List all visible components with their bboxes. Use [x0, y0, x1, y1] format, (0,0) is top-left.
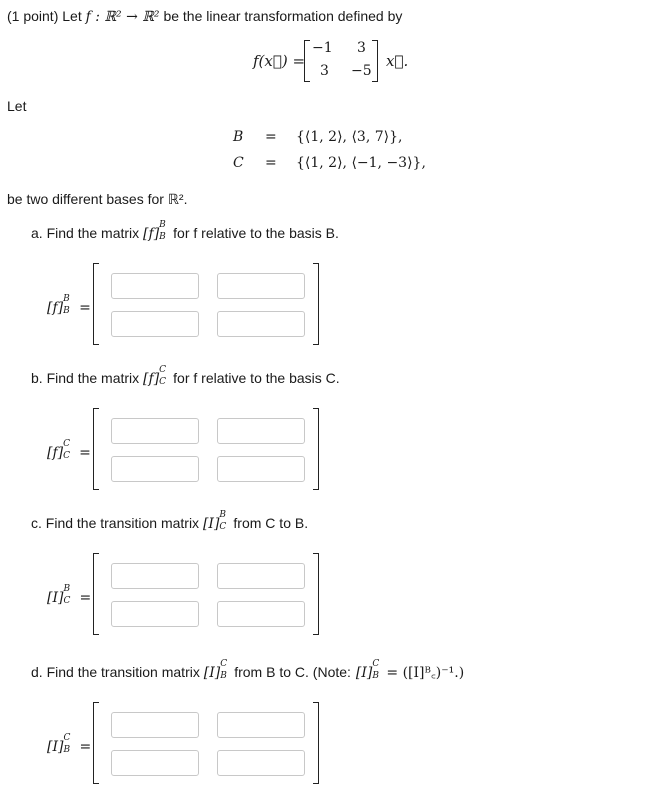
answer-a-left-bracket [93, 263, 99, 345]
basis-c-value: {⟨1, 2⟩, ⟨−1, −3⟩}, [296, 155, 426, 171]
question-d-suffix: from B to C. (Note: [234, 664, 351, 680]
answer-d-label [47, 733, 92, 755]
question-c-symbol: [I] B C [202, 510, 227, 532]
question-a-suffix: for f relative to the basis B. [173, 225, 339, 241]
matrix-entry-22: −5 [351, 63, 372, 79]
question-d-prefix: d. Find the transition matrix [31, 664, 204, 680]
answer-a-input-r1c1[interactable] [111, 273, 199, 299]
answer-b-label [47, 439, 91, 461]
answer-b-input-r2c1[interactable] [111, 456, 199, 482]
answer-b-symbol: [f] C C [47, 439, 70, 461]
let-label: Let [7, 98, 27, 114]
answer-d-input-r2c2[interactable] [217, 750, 305, 776]
definition-rhs: x⃗. [386, 52, 409, 70]
question-a-prefix: a. Find the matrix [31, 225, 144, 241]
answer-a-symbol: [f] B B [47, 294, 70, 316]
question-c-prefix: c. Find the transition matrix [31, 515, 203, 531]
matrix-entry-21: 3 [320, 63, 329, 79]
answer-d-equals: = [79, 739, 92, 755]
answer-c-left-bracket [93, 553, 99, 635]
basis-c-name: C [233, 155, 244, 171]
matrix-entry-12: 3 [357, 40, 366, 56]
answer-a-input-r2c1[interactable] [111, 311, 199, 337]
answer-c-input-r1c1[interactable] [111, 563, 199, 589]
basis-b-name: B [233, 129, 244, 145]
answer-a-equals: = [79, 300, 91, 316]
answer-b-input-r2c2[interactable] [217, 456, 305, 482]
intro-line [7, 8, 402, 25]
answer-c-symbol: [I] B C [47, 584, 71, 606]
question-d-note: = ([I]ᴮ꜀)⁻¹.) [386, 665, 465, 681]
question-b-symbol: [f] C C [143, 365, 167, 387]
answer-c-right-bracket [313, 553, 319, 635]
question-a [31, 220, 339, 242]
question-b [31, 365, 340, 387]
points-label: (1 point) [7, 8, 59, 24]
answer-a-input-r2c2[interactable] [217, 311, 305, 337]
question-d-note-symbol: [I] C B [355, 659, 380, 681]
f-map: f : ℝ² → ℝ² [85, 9, 160, 25]
answer-b-left-bracket [93, 408, 99, 490]
matrix-entry-11: −1 [312, 40, 333, 56]
basis-b-equals: = [265, 129, 277, 145]
answer-a-right-bracket [313, 263, 319, 345]
answer-c-input-r2c1[interactable] [111, 601, 199, 627]
answer-d-input-r1c1[interactable] [111, 712, 199, 738]
answer-b-input-r1c1[interactable] [111, 418, 199, 444]
question-c [31, 510, 309, 532]
answer-a-input-r1c2[interactable] [217, 273, 305, 299]
answer-d-right-bracket [313, 702, 319, 784]
answer-c-label [47, 584, 92, 606]
answer-d-input-r2c1[interactable] [111, 750, 199, 776]
definition-lhs: f(x⃗) = [253, 52, 306, 70]
answer-c-equals: = [79, 590, 92, 606]
answer-b-equals: = [79, 445, 91, 461]
question-a-symbol: [f] B B [143, 220, 166, 242]
answer-b-right-bracket [313, 408, 319, 490]
question-b-prefix: b. Find the matrix [31, 370, 144, 386]
matrix-left-bracket [304, 40, 310, 82]
intro-suffix: be the linear transformation defined by [163, 8, 403, 24]
answer-b-input-r1c2[interactable] [217, 418, 305, 444]
basis-c-equals: = [265, 155, 277, 171]
question-d [31, 659, 465, 682]
answer-d-symbol: [I] C B [47, 733, 71, 755]
question-c-suffix: from C to B. [233, 515, 309, 531]
let-word: Let [62, 8, 82, 24]
basis-b-value: {⟨1, 2⟩, ⟨3, 7⟩}, [296, 129, 403, 145]
matrix-right-bracket [372, 40, 378, 82]
answer-a-label [47, 294, 91, 316]
answer-c-input-r1c2[interactable] [217, 563, 305, 589]
two-bases-text: be two different bases for ℝ². [7, 191, 188, 207]
question-b-suffix: for f relative to the basis C. [173, 370, 340, 386]
answer-d-left-bracket [93, 702, 99, 784]
question-d-symbol: [I] C B [203, 659, 228, 681]
answer-d-input-r1c2[interactable] [217, 712, 305, 738]
answer-c-input-r2c2[interactable] [217, 601, 305, 627]
